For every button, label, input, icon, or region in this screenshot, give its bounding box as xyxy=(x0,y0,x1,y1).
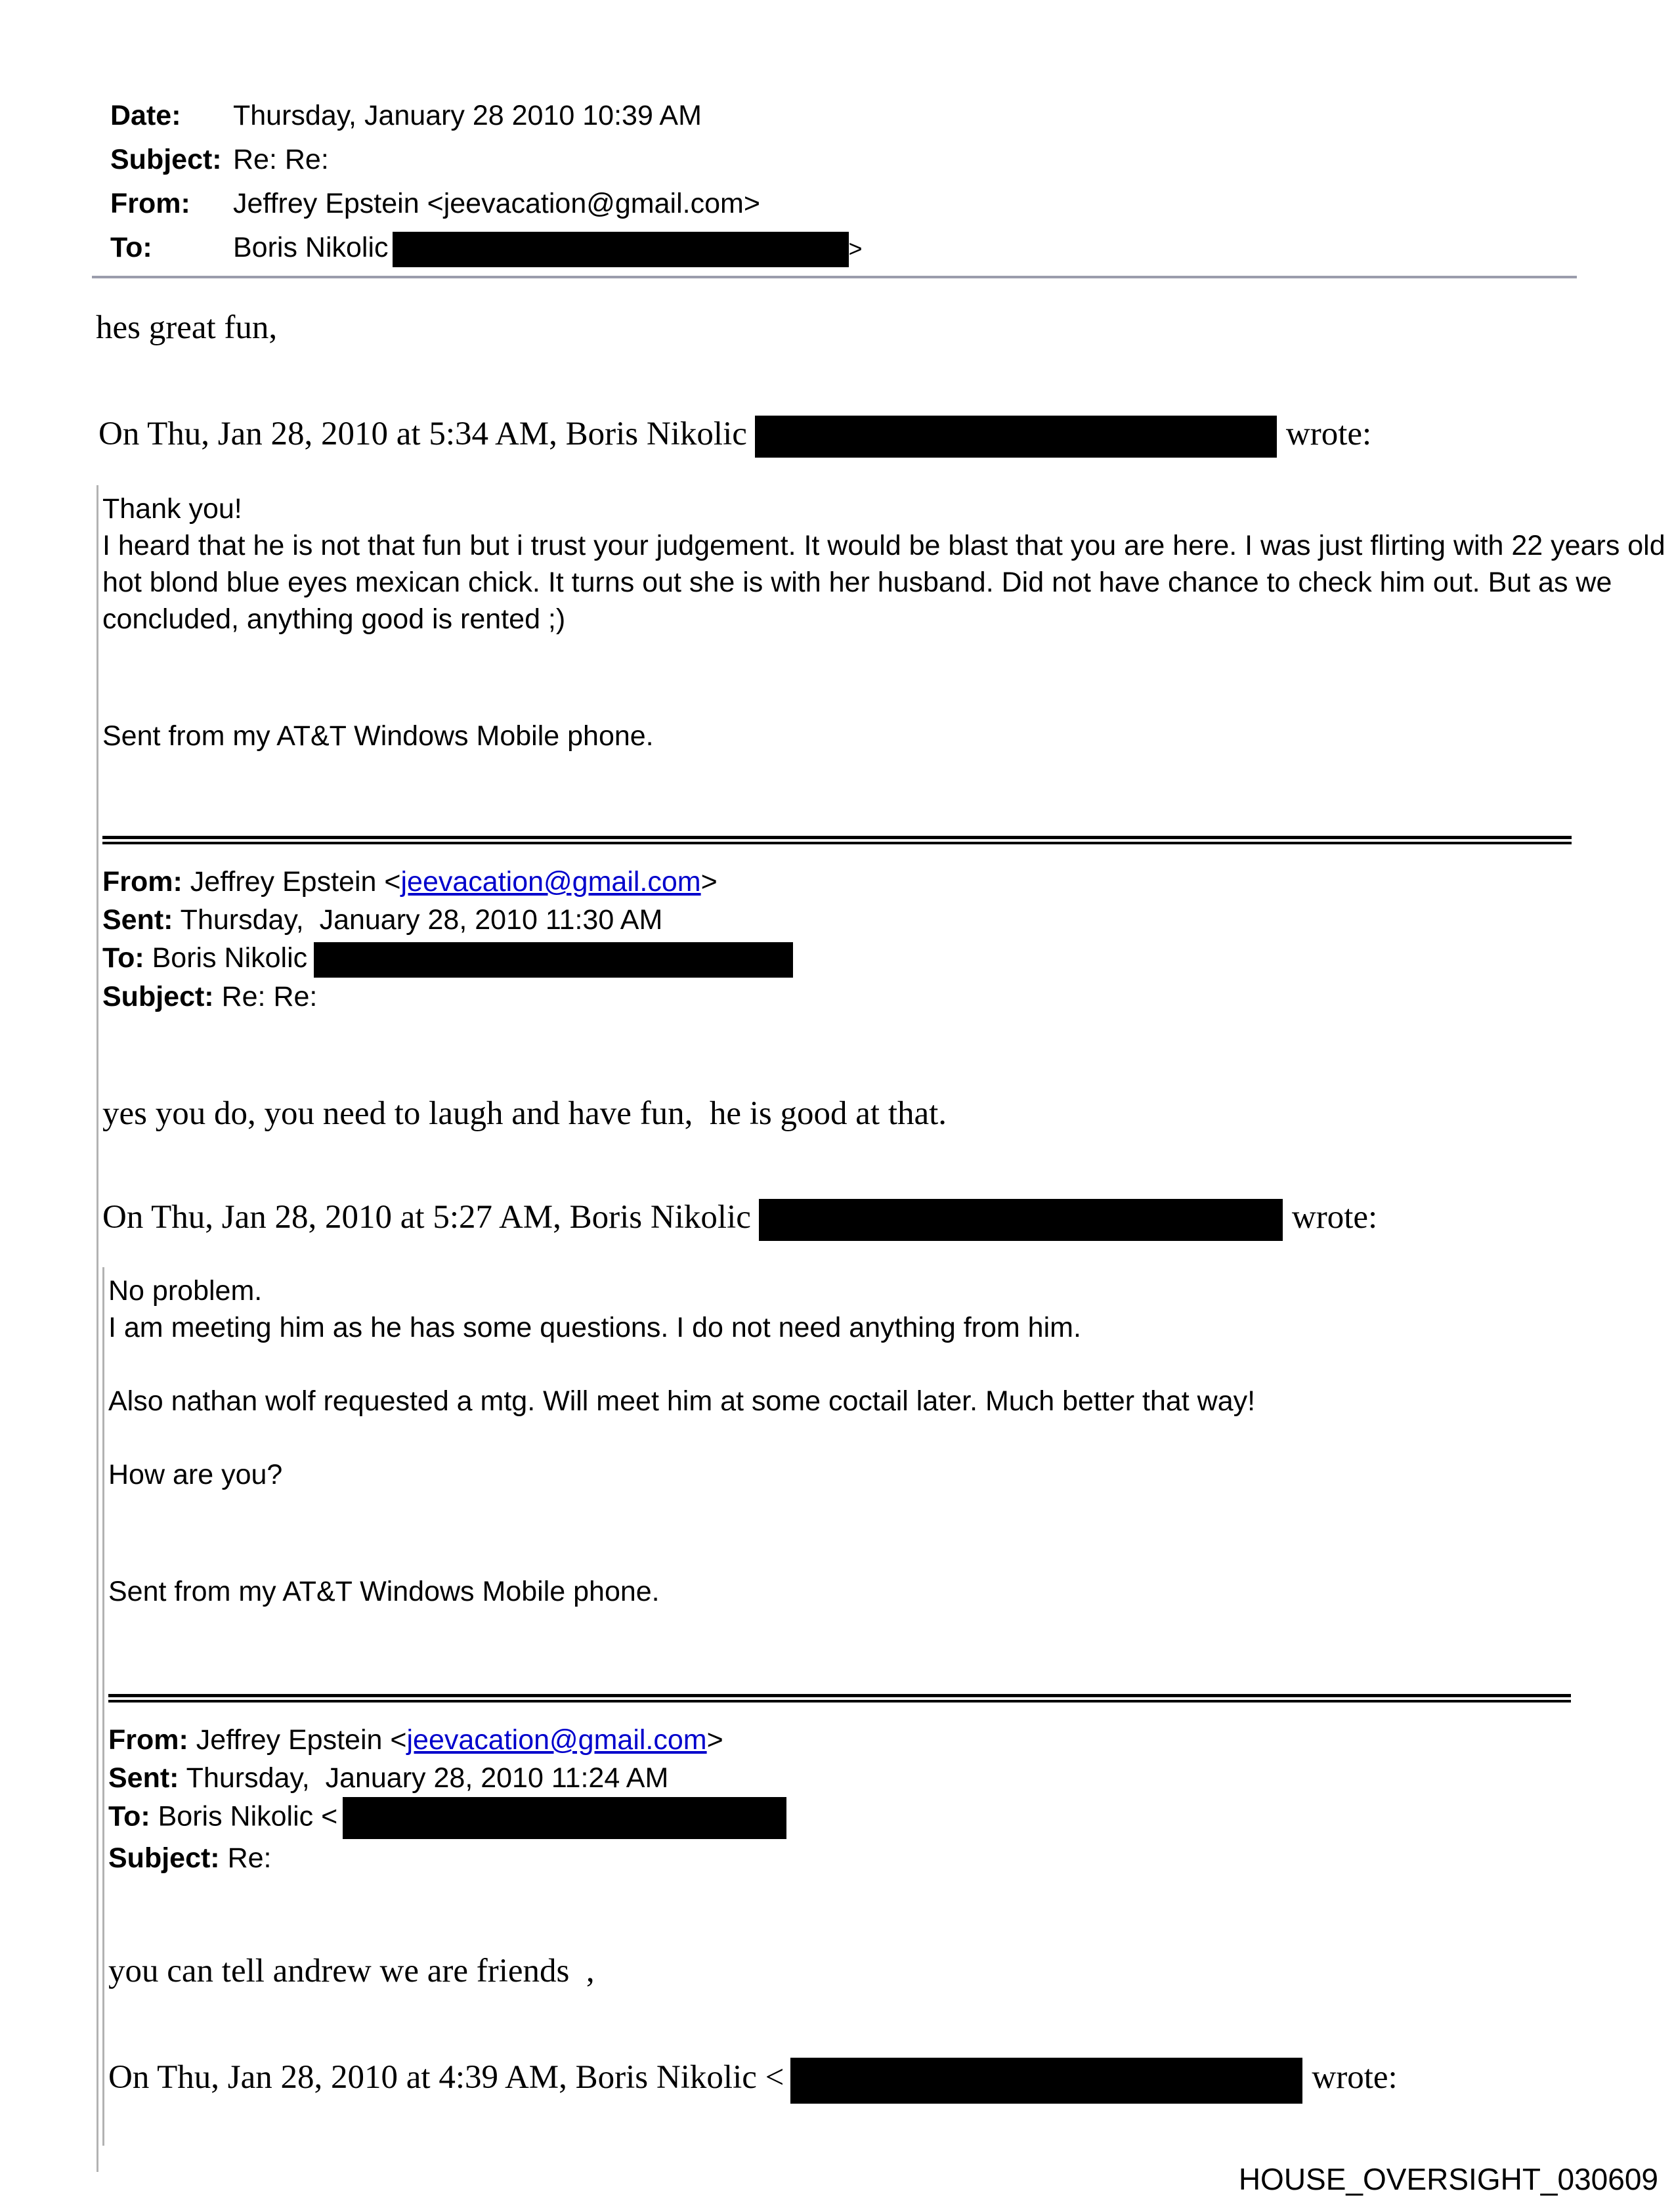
quoted-to-label: To: xyxy=(108,1800,150,1832)
quoted-to-label: To: xyxy=(102,942,144,974)
quote1-body-line: hot blond blue eyes mexican chick. It turns out she is with her husband. Did not have chance to check him out. But as we xyxy=(102,567,1612,599)
header-row-subject xyxy=(110,138,1674,182)
quoted-from-name: Jeffrey Epstein < xyxy=(190,866,401,898)
subject-value: Re: Re: xyxy=(233,144,329,175)
quoted-from-line xyxy=(102,863,1674,901)
quoted-sent-value: Thursday, January 28, 2010 11:24 AM xyxy=(186,1762,669,1794)
attribution-2-prefix: On Thu, Jan 28, 2010 at 5:27 AM, Boris Nikolic xyxy=(102,1198,751,1236)
quote2-body-line: I am meeting him as he has some questions. I do not need anything from him. xyxy=(108,1312,1081,1344)
redaction-bar xyxy=(755,416,1277,458)
attribution-1-prefix: On Thu, Jan 28, 2010 at 5:34 AM, Boris Nikolic xyxy=(98,416,747,452)
header-row-to xyxy=(110,226,1674,271)
from-label: From: xyxy=(110,188,190,219)
attribution-3-prefix: On Thu, Jan 28, 2010 at 4:39 AM, Boris Nikolic < xyxy=(108,2059,784,2096)
reply-line-1: yes you do, you need to laugh and have fun, he is good at that. xyxy=(102,1095,947,1132)
quoted-sent-value: Thursday, January 28, 2010 11:30 AM xyxy=(180,904,663,936)
from-value: Jeffrey Epstein <jeevacation@gmail.com> xyxy=(233,188,760,219)
quote2-body-line: No problem. xyxy=(108,1275,263,1307)
date-label: Date: xyxy=(110,100,181,131)
sender-email-link[interactable]: jeevacation@gmail.com xyxy=(406,1724,707,1756)
date-value: Thursday, January 28 2010 10:39 AM xyxy=(233,100,702,131)
quoted-sent-label: Sent: xyxy=(108,1762,179,1794)
quoted-subject-value: Re: Re: xyxy=(221,980,318,1012)
original-message-separator xyxy=(108,1694,1571,1702)
redaction-bar xyxy=(314,942,793,978)
quoted-from-suffix: > xyxy=(700,866,718,898)
to-value xyxy=(233,226,863,271)
quoted-sent-line xyxy=(108,1759,1674,1797)
reply-line-2: you can tell andrew we are friends , xyxy=(108,1953,595,1990)
quoted-from-suffix: > xyxy=(706,1724,723,1756)
redaction-trailing-char: > xyxy=(848,235,863,262)
header-row-date xyxy=(110,94,1674,138)
quoted-from-name: Jeffrey Epstein < xyxy=(196,1724,407,1756)
sender-email-link[interactable]: jeevacation@gmail.com xyxy=(400,866,701,898)
quoted-from-line xyxy=(108,1721,1674,1759)
original-message-separator xyxy=(102,836,1572,844)
quoted-subject-value: Re: xyxy=(227,1842,272,1875)
redaction-bar xyxy=(393,232,849,267)
quote-attribution-1 xyxy=(98,414,1674,458)
quoted-to-line xyxy=(108,1797,1674,1839)
message-opening-line: hes great fun, xyxy=(96,309,278,346)
quoted-to-line xyxy=(102,939,1674,978)
email-header xyxy=(0,94,1674,271)
quoted-subject-line xyxy=(102,978,1674,1016)
quote2-body-line: How are you? xyxy=(108,1459,283,1491)
quoted-from-label: From: xyxy=(108,1724,188,1756)
redaction-bar xyxy=(790,2058,1302,2104)
quoted-mail-header-2 xyxy=(108,1721,1674,1877)
header-divider-rule xyxy=(92,276,1577,278)
quote2-body-line: Also nathan wolf requested a mtg. Will meet him at some coctail later. Much better that way! xyxy=(108,1385,1256,1418)
quoted-subject-label: Subject: xyxy=(108,1842,220,1875)
redaction-bar xyxy=(343,1797,786,1839)
attribution-2-suffix: wrote: xyxy=(1291,1198,1378,1236)
quote-attribution-3 xyxy=(108,2057,1674,2103)
attribution-3-suffix: wrote: xyxy=(1312,2059,1398,2096)
quoted-mail-header-1 xyxy=(102,863,1674,1016)
quoted-to-value: Boris Nikolic < xyxy=(158,1800,338,1832)
quoted-subject-label: Subject: xyxy=(102,980,214,1012)
subject-label: Subject: xyxy=(110,144,222,175)
quoted-subject-line xyxy=(108,1839,1674,1877)
quote1-body-line: concluded, anything good is rented ;) xyxy=(102,603,566,636)
mobile-signature: Sent from my AT&T Windows Mobile phone. xyxy=(102,720,654,752)
to-recipient-name: Boris Nikolic xyxy=(233,232,389,263)
quoted-message-level-2 xyxy=(102,1267,1674,2145)
redaction-bar xyxy=(759,1199,1283,1241)
attribution-1-suffix: wrote: xyxy=(1285,416,1372,452)
quote1-body-line: I heard that he is not that fun but i trust your judgement. It would be blast that you are here. I was just flirting with 22 years old xyxy=(102,530,1665,562)
quoted-to-value: Boris Nikolic xyxy=(152,942,308,974)
quoted-message-level-1 xyxy=(97,485,1674,2171)
header-row-from xyxy=(110,182,1674,226)
bates-number: HOUSE_OVERSIGHT_030609 xyxy=(1238,2162,1658,2196)
quote1-body-line: Thank you! xyxy=(102,493,242,525)
quoted-from-label: From: xyxy=(102,866,182,898)
quote-attribution-2 xyxy=(102,1197,1674,1241)
quoted-sent-line xyxy=(102,901,1674,939)
quoted-sent-label: Sent: xyxy=(102,904,173,936)
to-label: To: xyxy=(110,232,152,263)
mobile-signature: Sent from my AT&T Windows Mobile phone. xyxy=(108,1576,660,1608)
